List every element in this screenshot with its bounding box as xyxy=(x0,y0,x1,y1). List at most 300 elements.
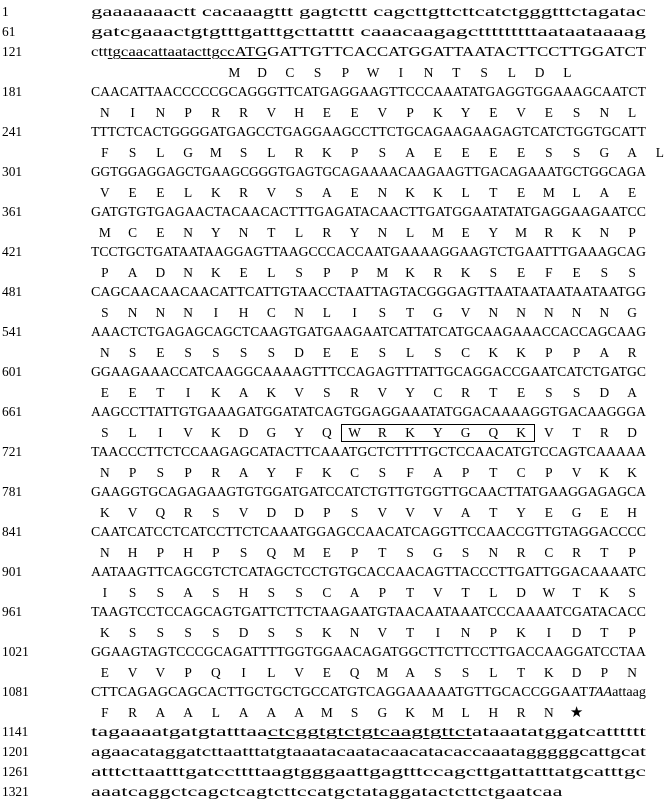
amino-acid: G xyxy=(599,145,610,160)
amino-acid: K xyxy=(627,465,637,480)
amino-acid: G xyxy=(183,145,193,160)
sequence-row xyxy=(0,162,650,182)
amino-acid: S xyxy=(572,385,581,400)
position-number: 1081 xyxy=(2,684,29,699)
nucleotide-sequence xyxy=(91,742,646,762)
amino-acid: E xyxy=(461,225,470,240)
amino-acid: P xyxy=(378,585,387,600)
amino-acid: P xyxy=(461,465,470,480)
amino-acid: I xyxy=(398,65,404,80)
amino-acid: S xyxy=(628,265,636,280)
amino-acid: N xyxy=(599,105,610,120)
amino-acid: P xyxy=(156,545,165,560)
amino-acid: S xyxy=(572,145,581,160)
position-number: 541 xyxy=(2,324,23,339)
sequence-segment: AAACTCTGAGAGCAGCTCAAGTGATGAAGAATCATTATCATGCAAGAAACCACCAGCAAG xyxy=(91,324,646,339)
nucleotide-sequence xyxy=(91,762,646,782)
amino-acid: T xyxy=(572,585,581,600)
sequence-row xyxy=(0,362,650,382)
nucleotide-sequence xyxy=(91,482,646,502)
amino-acid: R xyxy=(377,425,387,440)
amino-acid: S xyxy=(128,345,137,360)
amino-acid: R xyxy=(322,225,332,240)
nucleotide-sequence xyxy=(91,42,646,62)
translation-row xyxy=(0,63,650,83)
amino-acid: N xyxy=(599,305,610,320)
amino-acid: Y xyxy=(211,225,221,240)
sequence-segment: tagaaaatgatgtatttaa xyxy=(91,724,268,739)
nucleotide-sequence xyxy=(91,682,646,702)
amino-acid: T xyxy=(489,465,498,480)
amino-acid: M xyxy=(293,545,306,560)
amino-acid: S xyxy=(480,65,488,80)
amino-acid: R xyxy=(627,345,637,360)
amino-acid: D xyxy=(516,585,526,600)
amino-acid: E xyxy=(517,385,526,400)
amino-acid: S xyxy=(378,345,387,360)
position-number: 781 xyxy=(2,484,23,499)
amino-acid: K xyxy=(433,105,443,120)
amino-acid: C xyxy=(544,545,554,560)
amino-acid: S xyxy=(212,625,220,640)
amino-acid: I xyxy=(213,305,219,320)
amino-acid: M xyxy=(376,265,389,280)
amino-acid: W xyxy=(542,585,556,600)
position-number: 181 xyxy=(2,84,23,99)
amino-acid: I xyxy=(435,625,441,640)
amino-acid: S xyxy=(212,585,220,600)
amino-acid: S xyxy=(128,585,137,600)
amino-acid: K xyxy=(544,665,554,680)
sequence-segment: gatcgaaactgtgtttgatttgcttatttt caaacaagagctttttttttaataataaaag xyxy=(91,24,646,39)
amino-acid: M xyxy=(228,65,241,80)
sequence-row xyxy=(0,402,650,422)
amino-acid: W xyxy=(366,65,380,80)
sequence-segment: ataaatatggatcatttttt xyxy=(471,724,646,739)
amino-acid: H xyxy=(238,305,249,320)
sequence-segment: atttcttaatttgatccttttaagtgggaattgagtttccagcttgattatttatgcatttgc xyxy=(91,764,646,779)
amino-acid: R xyxy=(516,705,526,720)
amino-acid: N xyxy=(377,185,388,200)
position-number: 841 xyxy=(2,524,23,539)
sequence-segment: agaacataggatcttaatttatgtaaatacaatacaacatacaccaaatagggggcattgcat xyxy=(91,744,646,759)
amino-acid: H xyxy=(238,585,249,600)
amino-acid: H xyxy=(627,505,637,520)
amino-acid: L xyxy=(267,665,276,680)
amino-acid: A xyxy=(155,705,166,720)
amino-acid: T xyxy=(489,385,498,400)
position-number: 1201 xyxy=(2,744,29,759)
nucleotide-sequence xyxy=(91,722,646,742)
nucleotide-sequence xyxy=(91,602,646,622)
amino-acid: F xyxy=(101,145,109,160)
amino-acid: E xyxy=(100,385,109,400)
amino-acid: L xyxy=(267,145,276,160)
amino-acid: E xyxy=(322,345,331,360)
amino-acid: V xyxy=(183,425,193,440)
amino-acid: P xyxy=(341,65,350,80)
amino-acid: K xyxy=(433,185,443,200)
amino-acid: T xyxy=(600,625,609,640)
nucleotide-sequence xyxy=(91,562,646,582)
position-number: 901 xyxy=(2,564,23,579)
wrky-motif-box xyxy=(341,424,535,442)
amino-acid: E xyxy=(517,265,526,280)
amino-acid: A xyxy=(627,145,637,160)
amino-acid: V xyxy=(377,385,388,400)
amino-acid: D xyxy=(266,505,277,520)
amino-acid: K xyxy=(100,505,110,520)
amino-acid: S xyxy=(156,465,165,480)
amino-acid: S xyxy=(545,145,553,160)
amino-acid: E xyxy=(156,225,165,240)
amino-acid: G xyxy=(571,505,582,520)
stop-star-icon: ★ xyxy=(569,705,584,721)
underlined-segment: ctcggtgtctgtcaagtgttct xyxy=(267,724,472,739)
amino-acid: E xyxy=(461,145,470,160)
sequence-segment: GGAAGAAACCATCAAGGCAAAAGTTTCCAGAGTTTATTGCAGGACCGAATCATCTGATGC xyxy=(91,364,646,379)
amino-acid: I xyxy=(185,385,191,400)
amino-acid: F xyxy=(101,705,109,720)
amino-acid: L xyxy=(461,705,470,720)
amino-acid: A xyxy=(183,705,193,720)
sequence-row xyxy=(0,202,650,222)
sequence-row xyxy=(0,562,650,582)
amino-acid: K xyxy=(599,465,610,480)
position-number: 1021 xyxy=(2,644,29,659)
amino-acid: V xyxy=(155,665,166,680)
sequence-row xyxy=(0,602,650,622)
amino-acid: S xyxy=(378,305,387,320)
amino-acid: D xyxy=(627,425,637,440)
amino-acid: P xyxy=(128,465,137,480)
amino-acid: K xyxy=(211,265,221,280)
amino-acid: R xyxy=(128,705,138,720)
amino-acid: V xyxy=(433,585,443,600)
amino-acid: N xyxy=(294,305,304,320)
amino-acid: T xyxy=(406,585,415,600)
amino-acid: D xyxy=(257,65,267,80)
amino-acid: M xyxy=(542,185,555,200)
amino-acid: V xyxy=(266,185,277,200)
amino-acid: L xyxy=(322,305,331,320)
amino-acid: Y xyxy=(349,225,360,240)
amino-acid: A xyxy=(238,465,249,480)
amino-acid: L xyxy=(628,105,637,120)
amino-acid: V xyxy=(294,385,304,400)
amino-acid: C xyxy=(433,385,443,400)
amino-acid: V xyxy=(377,505,388,520)
amino-acid: N xyxy=(544,305,554,320)
sequence-row xyxy=(0,22,650,42)
amino-acid: P xyxy=(406,105,414,120)
amino-acid: P xyxy=(545,465,553,480)
amino-acid: C xyxy=(128,225,138,240)
amino-acid: A xyxy=(294,705,304,720)
amino-acid: D xyxy=(294,505,304,520)
amino-acid: L xyxy=(406,225,415,240)
amino-acid: A xyxy=(599,345,610,360)
amino-acid: Q xyxy=(349,665,360,680)
underlined-segment: tgcaacattaatacttgcc xyxy=(107,44,235,59)
position-number: 961 xyxy=(2,604,23,619)
amino-acid: R xyxy=(461,385,471,400)
amino-acid: N xyxy=(488,545,499,560)
amino-acid: M xyxy=(431,225,444,240)
amino-acid: A xyxy=(266,705,277,720)
amino-acid: S xyxy=(267,625,276,640)
amino-acid: N xyxy=(423,65,434,80)
amino-acid: V xyxy=(127,665,138,680)
amino-acid: M xyxy=(376,665,389,680)
amino-acid: E xyxy=(544,505,553,520)
amino-acid: L xyxy=(563,65,572,80)
sequence-row xyxy=(0,482,650,502)
amino-acid: P xyxy=(184,105,192,120)
amino-acid: R xyxy=(350,385,360,400)
amino-acid: D xyxy=(238,425,249,440)
amino-acid: R xyxy=(211,465,221,480)
amino-acid: P xyxy=(350,545,359,560)
amino-acid: Y xyxy=(488,225,499,240)
amino-acid: S xyxy=(212,505,220,520)
amino-acid: R xyxy=(183,505,193,520)
amino-acid: N xyxy=(599,225,610,240)
amino-acid: D xyxy=(571,665,582,680)
amino-acid: L xyxy=(489,665,498,680)
amino-acid: N xyxy=(349,625,360,640)
amino-acid: A xyxy=(460,505,471,520)
position-number: 1 xyxy=(2,4,9,19)
sequence-row xyxy=(0,82,650,102)
sequence-segment: GGTGGAGGAGCTGAAGCGGGTGAGTGCAGAAAACAAGAAGTTGACAGAAATGCTGGCAGA xyxy=(91,164,646,179)
amino-acid: G xyxy=(460,425,471,440)
amino-acid: S xyxy=(128,625,137,640)
amino-acid: C xyxy=(350,465,360,480)
amino-acid: S xyxy=(128,145,137,160)
amino-acid: N xyxy=(127,305,138,320)
amino-acid: N xyxy=(516,305,526,320)
amino-acid: F xyxy=(406,465,414,480)
position-number: 1261 xyxy=(2,764,29,779)
position-number: 421 xyxy=(2,244,23,259)
amino-acid: H xyxy=(294,105,304,120)
amino-acid: T xyxy=(406,305,415,320)
amino-acid: K xyxy=(211,425,221,440)
amino-acid: E xyxy=(489,145,498,160)
amino-acid: S xyxy=(184,345,192,360)
amino-acid: T xyxy=(489,505,498,520)
amino-acid: V xyxy=(377,625,388,640)
amino-acid: E xyxy=(350,345,359,360)
amino-acid: E xyxy=(128,385,137,400)
amino-acid: S xyxy=(545,385,553,400)
position-number: 1141 xyxy=(2,724,29,739)
amino-acid: S xyxy=(461,665,470,680)
amino-acid: A xyxy=(238,705,249,720)
amino-acid: P xyxy=(628,625,636,640)
nucleotide-sequence xyxy=(91,202,646,222)
nucleotide-sequence xyxy=(91,242,646,262)
amino-acid: A xyxy=(127,265,138,280)
amino-acid: P xyxy=(101,265,109,280)
amino-acid: M xyxy=(209,145,222,160)
nucleotide-sequence xyxy=(91,402,646,422)
amino-acid: H xyxy=(488,705,499,720)
amino-acid: P xyxy=(350,145,359,160)
amino-acid: L xyxy=(128,425,137,440)
amino-acid: R xyxy=(572,545,582,560)
position-number: 1321 xyxy=(2,784,29,799)
amino-acid: R xyxy=(516,545,526,560)
sequence-segment: AATAAGTTCAGCGTCTCATAGCTCCTGTGCACCAACAGTTACCCTTGATTGGACAAAATC xyxy=(91,564,646,579)
amino-acid: K xyxy=(516,625,526,640)
position-number: 361 xyxy=(2,204,23,219)
amino-acid: S xyxy=(313,65,322,80)
amino-acid: G xyxy=(433,545,443,560)
amino-acid: E xyxy=(156,345,165,360)
position-number: 601 xyxy=(2,364,23,379)
amino-acid: E xyxy=(544,105,553,120)
sequence-segment: GATGTGTGAGAACTACAACACTTTGAGATACAACTTGATGGAATATATGAGGAAGAATCC xyxy=(91,204,646,219)
translation-row xyxy=(0,223,650,243)
amino-acid: L xyxy=(489,585,498,600)
amino-acid: Y xyxy=(266,465,277,480)
amino-acid: P xyxy=(184,465,192,480)
amino-acid: P xyxy=(212,545,220,560)
translation-row xyxy=(0,143,664,163)
amino-acid: P xyxy=(323,505,331,520)
translation-row xyxy=(0,103,650,123)
nucleotide-sequence xyxy=(91,782,563,802)
amino-acid: E xyxy=(517,145,526,160)
amino-acid: Q xyxy=(266,545,277,560)
amino-acid: E xyxy=(128,185,137,200)
sequence-row xyxy=(0,442,650,462)
sequence-segment: gaaaaaaactt cacaaagttt gagtcttt cagcttgttcttcatctgggtttctagatac xyxy=(91,4,646,19)
amino-acid: A xyxy=(627,385,637,400)
nucleotide-sequence xyxy=(91,122,646,142)
amino-acid: M xyxy=(98,225,111,240)
amino-acid: S xyxy=(295,265,303,280)
amino-acid: N xyxy=(488,305,499,320)
sequence-segment: CTTCAGAGCAGCACTTGCTGCTGCCATGTCAGGAAAAATGTTGCACCGGAAT xyxy=(91,684,589,699)
amino-acid: T xyxy=(156,385,165,400)
sequence-segment: GATTGTTCACCATGGATTAATACTTCCTTGGATCT xyxy=(267,44,646,59)
amino-acid: E xyxy=(433,145,442,160)
underlined-segment: ATG xyxy=(234,44,268,59)
amino-acid: S xyxy=(101,305,109,320)
amino-acid: N xyxy=(183,265,193,280)
amino-acid: Q xyxy=(488,425,499,440)
amino-acid: K xyxy=(571,225,582,240)
amino-acid: A xyxy=(405,145,415,160)
amino-acid: A xyxy=(405,665,415,680)
sequence-segment: CAATCATCCTCATCCTTCTCAAATGGAGCCAACATCAGGTTCCAACCGTTGTAGGACCCC xyxy=(91,524,646,539)
amino-acid: D xyxy=(599,385,610,400)
amino-acid: S xyxy=(489,265,498,280)
amino-acid: D xyxy=(155,265,166,280)
amino-acid: E xyxy=(156,185,165,200)
amino-acid: K xyxy=(322,625,332,640)
amino-acid: K xyxy=(460,265,471,280)
amino-acid: L xyxy=(572,185,581,200)
amino-acid: T xyxy=(600,545,609,560)
amino-acid: S xyxy=(434,665,442,680)
amino-acid: K xyxy=(405,185,415,200)
amino-acid: A xyxy=(349,585,360,600)
amino-acid: A xyxy=(322,185,332,200)
amino-acid: N xyxy=(460,625,471,640)
amino-acid: G xyxy=(627,305,637,320)
amino-acid: K xyxy=(405,265,415,280)
amino-acid: N xyxy=(100,105,110,120)
position-number: 121 xyxy=(2,44,23,59)
amino-acid: V xyxy=(544,425,554,440)
amino-acid: C xyxy=(285,65,295,80)
sequence-segment: GGAAGTAGTCCCGCAGATTTTGGTGGAACAGATGGCTTCTTCCTTGACCAAGGATCCTAA xyxy=(91,644,646,659)
amino-acid: Y xyxy=(433,425,443,440)
amino-acid: D xyxy=(238,625,249,640)
nucleotide-sequence xyxy=(91,642,646,662)
amino-acid: Q xyxy=(211,665,221,680)
amino-acid: I xyxy=(241,665,246,680)
amino-acid: N xyxy=(238,225,249,240)
amino-acid: I xyxy=(352,305,357,320)
amino-acid: T xyxy=(461,585,470,600)
amino-acid: H xyxy=(183,545,193,560)
amino-acid: S xyxy=(600,265,609,280)
amino-acid: L xyxy=(507,65,516,80)
amino-acid: R xyxy=(433,265,443,280)
amino-acid: S xyxy=(323,385,331,400)
amino-acid: E xyxy=(489,105,498,120)
amino-acid: I xyxy=(158,425,163,440)
amino-acid: K xyxy=(516,345,526,360)
amino-acid: S xyxy=(101,425,109,440)
translation-row xyxy=(0,663,650,683)
amino-acid: S xyxy=(461,545,470,560)
sequence-segment: GAAGGTGCAGAGAAGTGTGGATGATCCATCTGTTGTGGTTGCAACTTATGAAGGAGAGCA xyxy=(91,484,646,499)
amino-acid: F xyxy=(295,465,303,480)
amino-acid: V xyxy=(377,105,388,120)
amino-acid: V xyxy=(266,105,277,120)
translation-row xyxy=(0,343,650,363)
amino-acid: E xyxy=(322,105,331,120)
amino-acid: K xyxy=(266,385,277,400)
amino-acid: N xyxy=(377,225,388,240)
amino-acid: Q xyxy=(155,505,166,520)
sequence-segment: AAGCCTTATTGTGAAAGATGGATATCAGTGGAGGAAATATGGACAAAAGGTGACAAGGGA xyxy=(91,404,646,419)
amino-acid: P xyxy=(628,225,636,240)
amino-acid: E xyxy=(100,665,109,680)
position-number: 481 xyxy=(2,284,23,299)
translation-row xyxy=(0,463,650,483)
amino-acid: N xyxy=(183,225,193,240)
sequence-segment: CAGCAACAACAACATTCATTGTAACCTAATTAGTACGGGAGTTAATAATAATAATAATGG xyxy=(91,284,646,299)
sequence-row xyxy=(0,522,650,542)
translation-row xyxy=(0,623,650,643)
amino-acid: T xyxy=(406,625,415,640)
amino-acid: T xyxy=(489,185,498,200)
amino-acid: G xyxy=(377,705,388,720)
amino-acid: Y xyxy=(294,425,304,440)
sequence-row xyxy=(0,682,650,702)
amino-acid: L xyxy=(655,145,664,160)
amino-acid: S xyxy=(267,345,276,360)
position-number: 721 xyxy=(2,444,23,459)
amino-acid: C xyxy=(461,345,471,360)
